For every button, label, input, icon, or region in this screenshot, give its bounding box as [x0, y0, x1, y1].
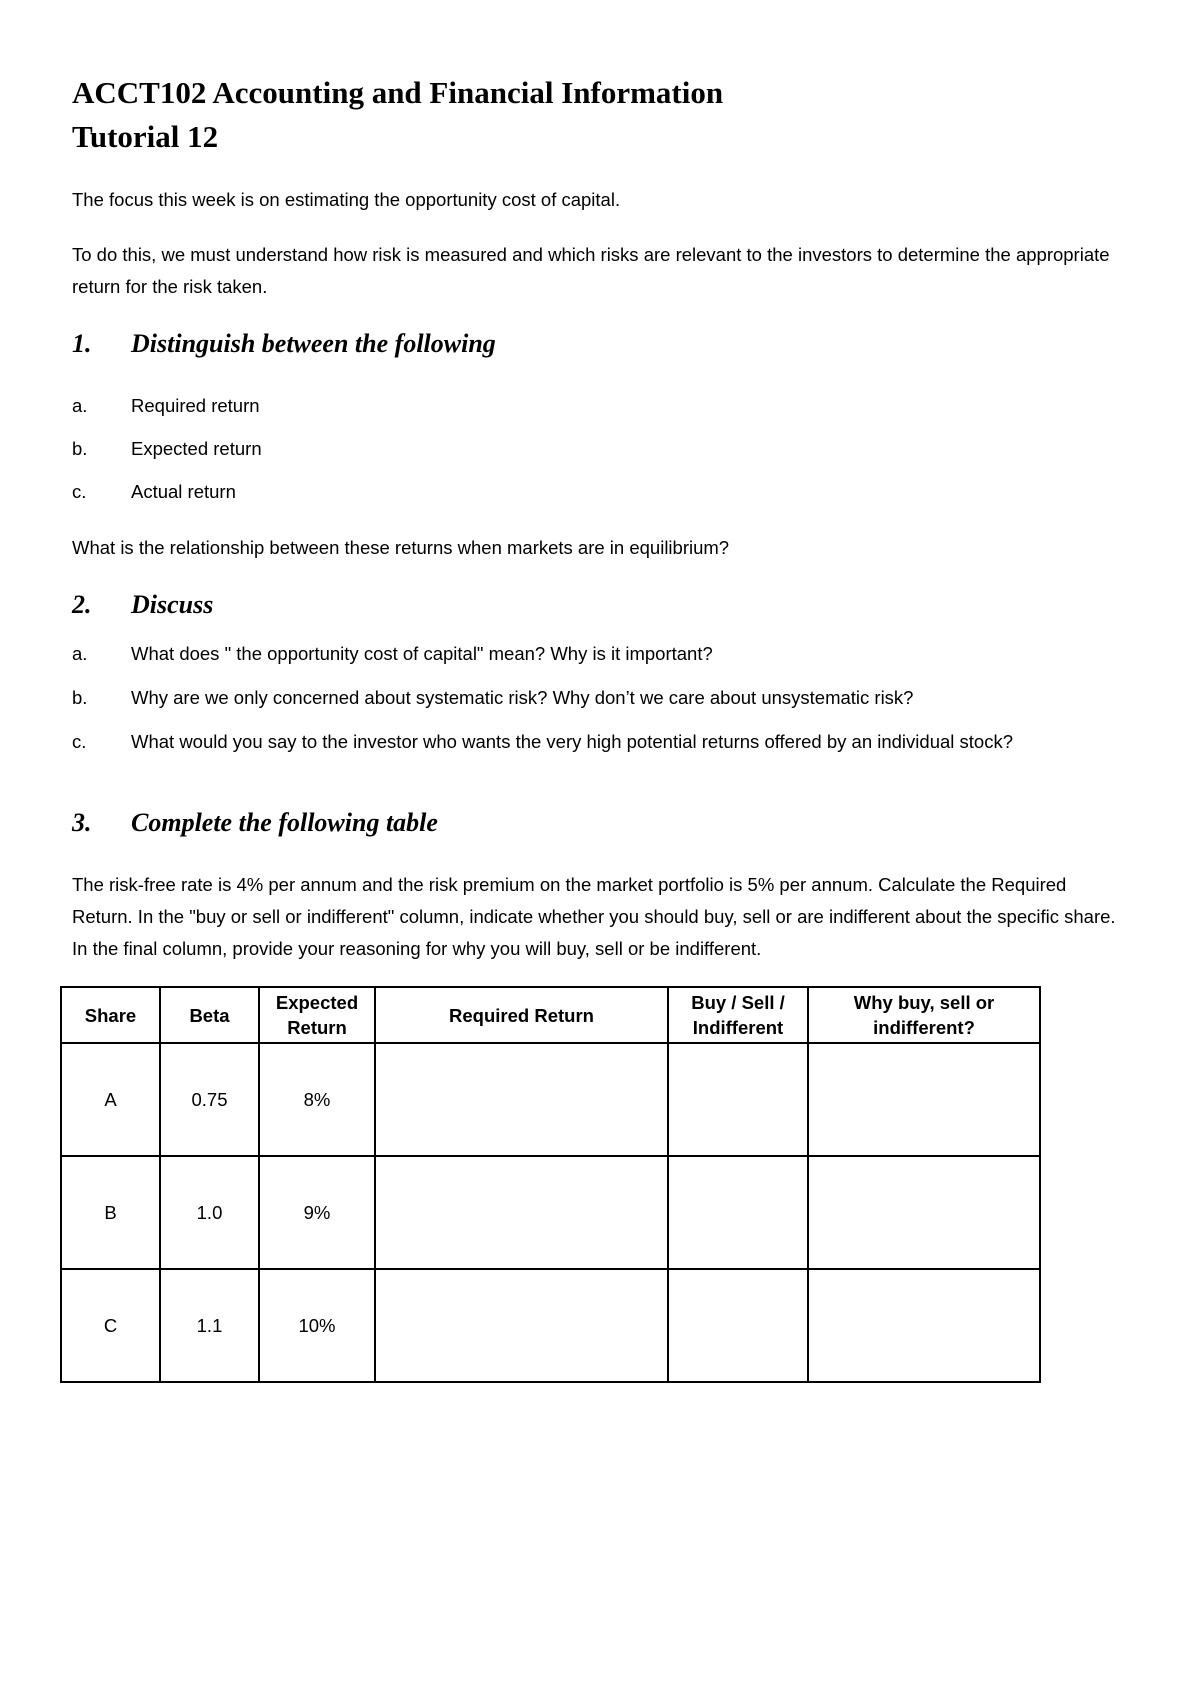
section-2-number: 2.	[72, 590, 92, 619]
item-letter: c.	[72, 731, 87, 752]
item-text: Required return	[131, 395, 260, 416]
cell-expected-return: 10%	[259, 1269, 375, 1382]
header-buy-sell-indifferent: Buy / Sell / Indifferent	[668, 987, 808, 1043]
item-text: Actual return	[131, 481, 236, 502]
cell-share: C	[61, 1269, 160, 1382]
section-1-title: Distinguish between the following	[131, 329, 496, 358]
item-letter: c.	[72, 481, 87, 502]
header-beta: Beta	[160, 987, 259, 1043]
cell-reason[interactable]	[808, 1156, 1040, 1269]
section-1-question: What is the relationship between these returns when markets are in equilibrium?	[72, 537, 730, 558]
required-return-table	[60, 986, 1041, 1383]
section-1-heading	[72, 327, 496, 361]
section-2-heading	[72, 588, 213, 622]
cell-reason[interactable]	[808, 1043, 1040, 1156]
cell-beta: 0.75	[160, 1043, 259, 1156]
cell-share: B	[61, 1156, 160, 1269]
section-2-item-a	[72, 640, 713, 668]
section-2-title: Discuss	[131, 590, 214, 619]
section-2-item-c	[72, 728, 1013, 756]
intro-todo-paragraph: To do this, we must understand how risk is measured and which risks are relevant to the investors to determine the appropriate return for the risk taken.	[72, 244, 1110, 297]
cell-expected-return: 9%	[259, 1156, 375, 1269]
item-letter: b.	[72, 687, 88, 708]
section-1-item-c	[72, 478, 236, 506]
table-row	[61, 1156, 1040, 1269]
cell-required-return[interactable]	[375, 1043, 668, 1156]
item-text: Expected return	[131, 438, 262, 459]
section-2-item-b	[72, 684, 913, 712]
section-1-number: 1.	[72, 329, 92, 358]
document-title: ACCT102 Accounting and Financial Information	[72, 75, 724, 110]
document-subtitle: Tutorial 12	[72, 119, 219, 154]
cell-expected-return: 8%	[259, 1043, 375, 1156]
intro-focus-paragraph: The focus this week is on estimating the opportunity cost of capital.	[72, 189, 621, 210]
cell-share: A	[61, 1043, 160, 1156]
section-3-title: Complete the following table	[131, 808, 438, 837]
table-row	[61, 1043, 1040, 1156]
section-3-heading	[72, 806, 438, 840]
table-row	[61, 1269, 1040, 1382]
cell-decision[interactable]	[668, 1269, 808, 1382]
item-text: What would you say to the investor who wants the very high potential returns offered by an individual stock?	[131, 731, 1013, 752]
cell-reason[interactable]	[808, 1269, 1040, 1382]
header-why: Why buy, sell or indifferent?	[808, 987, 1040, 1043]
cell-required-return[interactable]	[375, 1156, 668, 1269]
section-1-item-a	[72, 392, 260, 420]
cell-beta: 1.0	[160, 1156, 259, 1269]
item-letter: a.	[72, 395, 88, 416]
cell-beta: 1.1	[160, 1269, 259, 1382]
cell-required-return[interactable]	[375, 1269, 668, 1382]
section-3-instructions: The risk-free rate is 4% per annum and the risk premium on the market portfolio is 5% per annum. Calculate the Required Return. In the "buy or sell or indifferent" column, indicate whether you should buy, sell or are indifferent about the specific share. In the final column, provide your reasoning for why you will buy, sell or be indifferent.	[72, 874, 1116, 959]
section-1-item-b	[72, 435, 262, 463]
item-text: Why are we only concerned about systematic risk? Why don’t we care about unsystematic risk?	[131, 687, 914, 708]
cell-decision[interactable]	[668, 1156, 808, 1269]
header-required-return: Required Return	[375, 987, 668, 1043]
item-letter: b.	[72, 438, 88, 459]
header-share: Share	[61, 987, 160, 1043]
cell-decision[interactable]	[668, 1043, 808, 1156]
item-letter: a.	[72, 643, 88, 664]
table-header-row	[61, 987, 1040, 1043]
header-expected-return: Expected Return	[259, 987, 375, 1043]
section-3-number: 3.	[72, 808, 92, 837]
item-text: What does " the opportunity cost of capital" mean? Why is it important?	[131, 643, 713, 664]
